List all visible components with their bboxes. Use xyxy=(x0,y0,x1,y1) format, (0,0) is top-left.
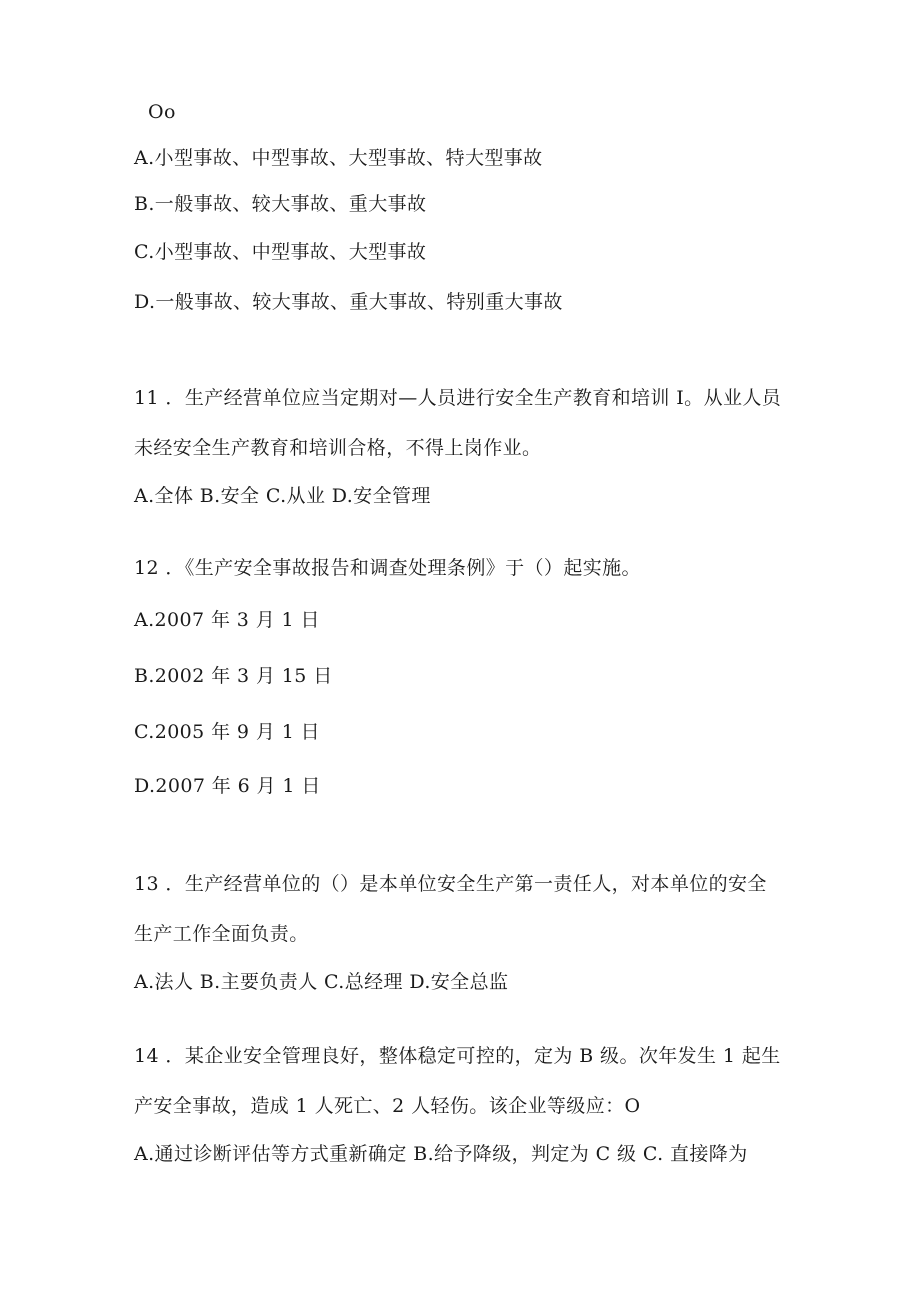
prev-option-b: B.一般事故、较大事故、重大事故 xyxy=(134,193,427,215)
prev-option-d: D.一般事故、较大事故、重大事故、特别重大事故 xyxy=(134,291,563,313)
q12-option-b: B.2002 年 3 月 15 日 xyxy=(134,665,333,687)
q13-options: A.法人 B.主要负责人 C.总经理 D.安全总监 xyxy=(134,971,509,993)
q12-option-c: C.2005 年 9 月 1 日 xyxy=(134,721,321,743)
q11-text-line1: 11 ．生产经营单位应当定期对—人员进行安全生产教育和培训 I。从业人员 xyxy=(134,387,782,409)
q14-text-line1: 14 ．某企业安全管理良好，整体稳定可控的，定为 B 级。次年发生 1 起生 xyxy=(134,1045,781,1067)
q14-text-line2: 产安全事故，造成 1 人死亡、2 人轻伤。该企业等级应：O xyxy=(134,1095,641,1117)
prev-option-c: C.小型事故、中型事故、大型事故 xyxy=(134,241,427,263)
prev-option-a: A.小型事故、中型事故、大型事故、特大型事故 xyxy=(134,147,543,169)
q13-text-line1: 13 ．生产经营单位的（）是本单位安全生产第一责任人，对本单位的安全 xyxy=(134,873,767,895)
prev-question-tail: Oo xyxy=(148,101,176,123)
q11-options: A.全体 B.安全 C.从业 D.安全管理 xyxy=(134,485,431,507)
q12-option-a: A.2007 年 3 月 1 日 xyxy=(134,609,320,631)
q11-text-line2: 未经安全生产教育和培训合格，不得上岗作业。 xyxy=(134,437,542,459)
q13-text-line2: 生产工作全面负责。 xyxy=(134,923,309,945)
q12-text: 12 ．《生产安全事故报告和调查处理条例》于（）起实施。 xyxy=(134,557,641,579)
q14-options: A.通过诊断评估等方式重新确定 B.给予降级，判定为 C 级 C. 直接降为 xyxy=(134,1143,748,1165)
q12-option-d: D.2007 年 6 月 1 日 xyxy=(134,775,321,797)
